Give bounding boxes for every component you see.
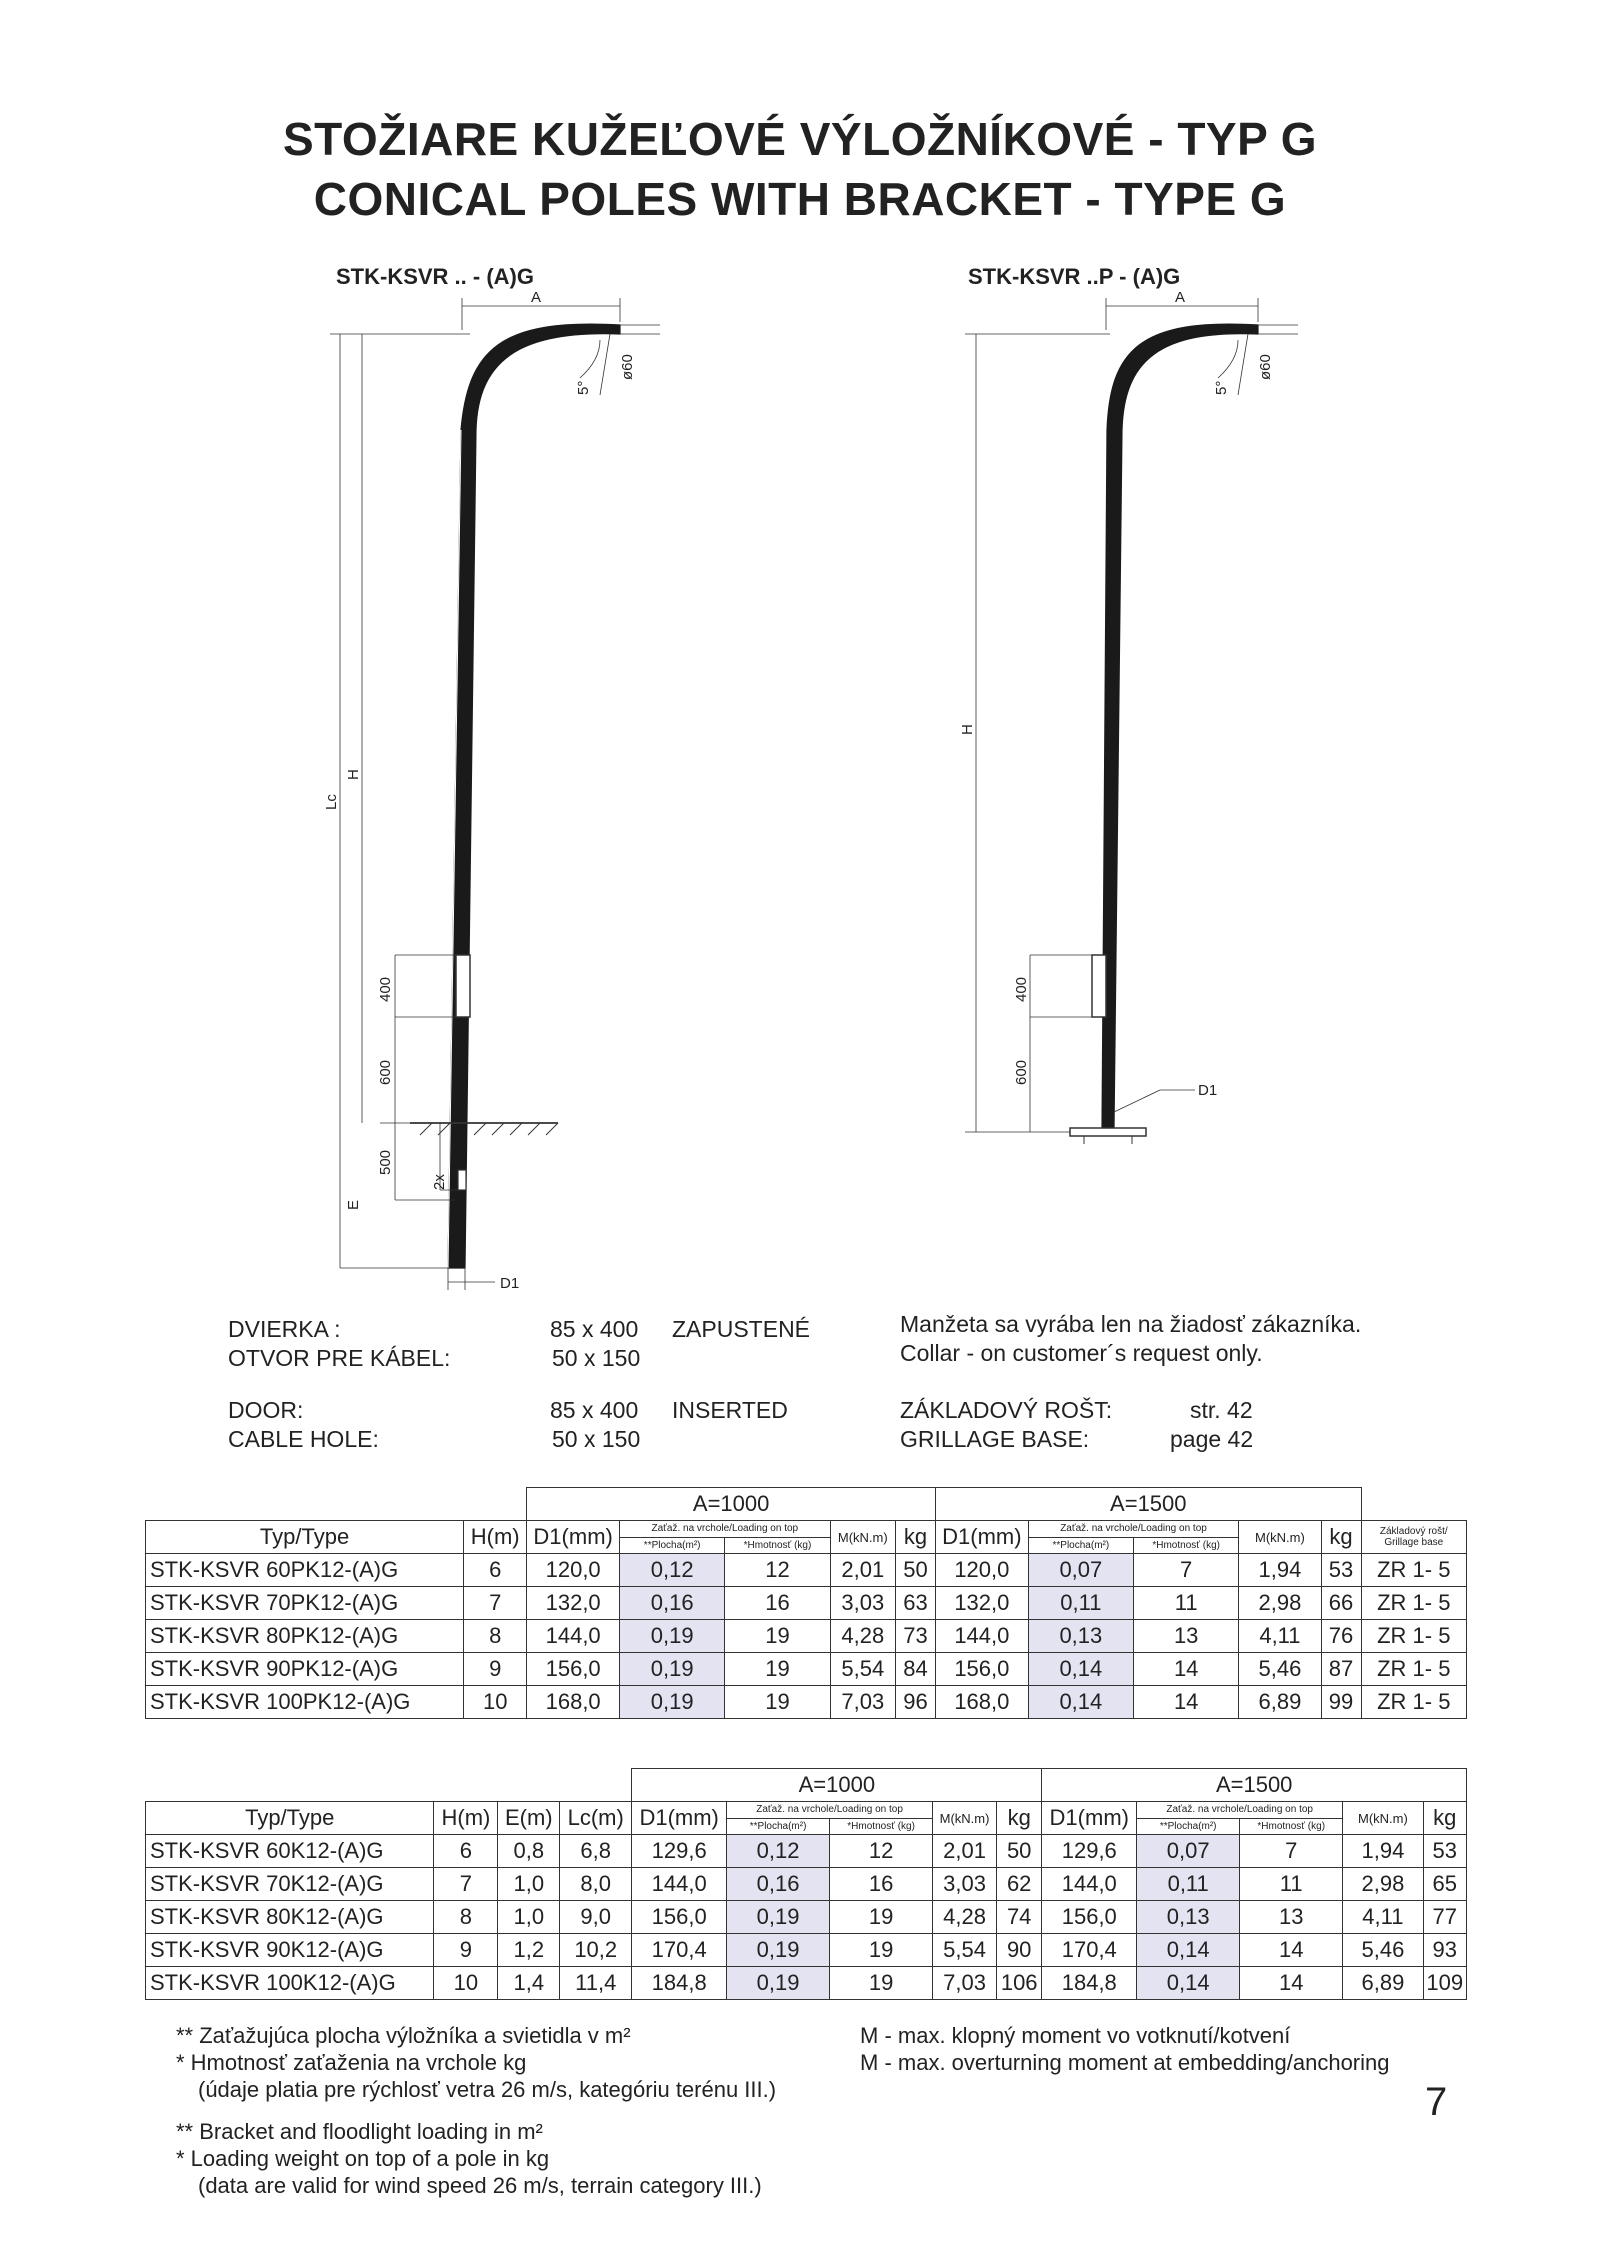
t1-h-m-a1: M(kN.m) xyxy=(830,1521,895,1554)
cable-en-label: CABLE HOLE: xyxy=(228,1426,379,1452)
table-cell: 0,16 xyxy=(619,1587,724,1620)
table-cell: 6,8 xyxy=(560,1835,632,1868)
footnote-sk-1: ** Zaťažujúca plocha výložníka a svietidla v m² xyxy=(176,2023,631,2048)
table-cell: 10,2 xyxy=(560,1934,632,1967)
table-cell: 1,94 xyxy=(1343,1835,1423,1868)
t1-h-m-a2: M(kN.m) xyxy=(1239,1521,1321,1554)
table-cell: 0,14 xyxy=(1028,1653,1133,1686)
table-cell: 106 xyxy=(997,1967,1042,2000)
table-cell: 93 xyxy=(1423,1934,1466,1967)
t2-group-a1500: A=1500 xyxy=(1042,1769,1467,1802)
table-row xyxy=(146,1653,1467,1686)
table-cell: 9,0 xyxy=(560,1901,632,1934)
door-sk-label: DVIERKA : xyxy=(228,1316,341,1342)
table-cell: 4,11 xyxy=(1343,1901,1423,1934)
table-cell: 66 xyxy=(1321,1587,1361,1620)
table-cell: 90 xyxy=(997,1934,1042,1967)
dim-a-right: A xyxy=(1174,289,1186,306)
table-cell: 16 xyxy=(830,1868,933,1901)
table-cell: 84 xyxy=(895,1653,935,1686)
drawing-left-label: STK-KSVR .. - (A)G xyxy=(336,264,534,289)
t1-h-d1-a2: D1(mm) xyxy=(936,1521,1029,1554)
table-cell: 6 xyxy=(434,1835,498,1868)
table-row xyxy=(146,1967,1467,2000)
t2-group-a1000: A=1000 xyxy=(632,1769,1042,1802)
table-cell: STK-KSVR 60PK12-(A)G xyxy=(146,1554,464,1587)
table-cell: 7 xyxy=(434,1868,498,1901)
footnote-en-2: * Loading weight on top of a pole in kg xyxy=(176,2146,550,2171)
dim-h-right: H xyxy=(959,724,976,735)
table-cell: STK-KSVR 70PK12-(A)G xyxy=(146,1587,464,1620)
table-cell: 63 xyxy=(895,1587,935,1620)
table-cell: 144,0 xyxy=(527,1620,620,1653)
table-cell: 0,07 xyxy=(1137,1835,1240,1868)
table-cell: 50 xyxy=(997,1835,1042,1868)
dim-400-right: 400 xyxy=(1013,976,1030,1002)
table-cell: 5,46 xyxy=(1239,1653,1321,1686)
dim-angle-right: 5° xyxy=(1213,380,1230,395)
table-row xyxy=(146,1901,1467,1934)
table-row xyxy=(146,1835,1467,1868)
footnote-sk-3: (údaje platia pre rýchlosť vetra 26 m/s, kategóriu terénu III.) xyxy=(198,2077,777,2102)
table-cell: 14 xyxy=(1134,1653,1239,1686)
table-cell: 2,01 xyxy=(933,1835,997,1868)
table-row xyxy=(146,1587,1467,1620)
table-cell: 2,01 xyxy=(830,1554,895,1587)
grillage-sk-label: ZÁKLADOVÝ ROŠT: xyxy=(900,1397,1113,1423)
door-sk-type: ZAPUSTENÉ xyxy=(672,1316,811,1342)
t2-h-h: H(m) xyxy=(434,1802,498,1835)
door-en-type: INSERTED xyxy=(672,1397,788,1423)
table-cell: 0,19 xyxy=(727,1901,830,1934)
dim-d60-right: ø60 xyxy=(1257,354,1274,380)
table-cell: 9 xyxy=(464,1653,527,1686)
table-cell: STK-KSVR 100K12-(A)G xyxy=(146,1967,434,2000)
table-row xyxy=(146,1620,1467,1653)
table-cell: 6 xyxy=(464,1554,527,1587)
table-cell: 1,0 xyxy=(498,1901,560,1934)
t1-h-d1-a1: D1(mm) xyxy=(527,1521,620,1554)
table-cell: 3,03 xyxy=(933,1868,997,1901)
title-en: CONICAL POLES WITH BRACKET - TYPE G xyxy=(313,173,1287,225)
table-cell: 2,98 xyxy=(1239,1587,1321,1620)
dim-d1-left: D1 xyxy=(500,1275,520,1292)
table-cell: 14 xyxy=(1134,1686,1239,1719)
table-cell: 144,0 xyxy=(936,1620,1029,1653)
table-cell: STK-KSVR 80K12-(A)G xyxy=(146,1901,434,1934)
table-cell: STK-KSVR 80PK12-(A)G xyxy=(146,1620,464,1653)
table-cell: 8 xyxy=(464,1620,527,1653)
table-cell: 1,0 xyxy=(498,1868,560,1901)
table-cell: 1,4 xyxy=(498,1967,560,2000)
table-cell: 10 xyxy=(434,1967,498,2000)
t1-h-weight-a1: *Hmotnosť (kg) xyxy=(725,1537,830,1554)
table-cell: STK-KSVR 100PK12-(A)G xyxy=(146,1686,464,1719)
table-cell: 7,03 xyxy=(830,1686,895,1719)
table-cell: 120,0 xyxy=(527,1554,620,1587)
t1-h-type: Typ/Type xyxy=(146,1521,464,1554)
table-cell: 62 xyxy=(997,1868,1042,1901)
table-cell: 184,8 xyxy=(1042,1967,1137,2000)
t2-h-load-a1: Zaťaž. na vrchole/Loading on top xyxy=(727,1802,933,1819)
table-cell: 8 xyxy=(434,1901,498,1934)
table-cell: 19 xyxy=(830,1967,933,2000)
table-cell: 144,0 xyxy=(632,1868,727,1901)
table-cell: 0,14 xyxy=(1137,1967,1240,2000)
table-cell: 0,14 xyxy=(1028,1686,1133,1719)
table-cell: 5,46 xyxy=(1343,1934,1423,1967)
table-cell: 50 xyxy=(895,1554,935,1587)
t2-h-d1-a1: D1(mm) xyxy=(632,1802,727,1835)
table-cell: 132,0 xyxy=(936,1587,1029,1620)
collar-sk: Manžeta sa vyrába len na žiadosť zákazníka. xyxy=(900,1311,1362,1337)
table-cell: 19 xyxy=(830,1901,933,1934)
t2-h-d1-a2: D1(mm) xyxy=(1042,1802,1137,1835)
dim-e-left: E xyxy=(345,1199,362,1210)
table-cell: ZR 1- 5 xyxy=(1361,1620,1466,1653)
title-sk: STOŽIARE KUŽEĽOVÉ VÝLOŽNÍKOVÉ - TYP G xyxy=(282,113,1318,165)
table-cell: 156,0 xyxy=(936,1653,1029,1686)
door-en-size: 85 x 400 xyxy=(550,1397,639,1423)
table-cell: 19 xyxy=(725,1653,830,1686)
table-row xyxy=(146,1686,1467,1719)
table-cell: 77 xyxy=(1423,1901,1466,1934)
table-cell: 16 xyxy=(725,1587,830,1620)
t1-h-load-a1: Zaťaž. na vrchole/Loading on top xyxy=(619,1521,830,1538)
table-cell: 19 xyxy=(725,1620,830,1653)
t1-h-kg-a2: kg xyxy=(1321,1521,1361,1554)
table-cell: 12 xyxy=(725,1554,830,1587)
table-cell: 74 xyxy=(997,1901,1042,1934)
page-number: 7 xyxy=(1425,2080,1448,2124)
dim-400-left: 400 xyxy=(377,976,394,1002)
table-cell: 156,0 xyxy=(1042,1901,1137,1934)
table-cell: 1,94 xyxy=(1239,1554,1321,1587)
door-en-label: DOOR: xyxy=(228,1397,304,1423)
table-cell: 168,0 xyxy=(936,1686,1029,1719)
table-cell: 0,11 xyxy=(1028,1587,1133,1620)
dim-angle-left: 5° xyxy=(575,380,592,395)
t2-h-weight-a1: *Hmotnosť (kg) xyxy=(830,1818,933,1835)
table-cell: 0,19 xyxy=(727,1934,830,1967)
t2-h-kg-a2: kg xyxy=(1423,1802,1466,1835)
dim-d60-left: ø60 xyxy=(619,354,636,380)
t2-h-m-a1: M(kN.m) xyxy=(933,1802,997,1835)
table-cell: 5,54 xyxy=(830,1653,895,1686)
dim-600-right: 600 xyxy=(1013,1059,1030,1085)
table-cell: 129,6 xyxy=(1042,1835,1137,1868)
table-cell: 7,03 xyxy=(933,1967,997,2000)
dim-2x-left: 2x xyxy=(431,1174,448,1190)
table-row xyxy=(146,1554,1467,1587)
table-cell: 3,03 xyxy=(830,1587,895,1620)
table-cell: 5,54 xyxy=(933,1934,997,1967)
table-cell: 0,13 xyxy=(1028,1620,1133,1653)
t2-h-area-a2: **Plocha(m²) xyxy=(1137,1818,1240,1835)
drawing-right-label: STK-KSVR ..P - (A)G xyxy=(968,264,1181,289)
table-cell: ZR 1- 5 xyxy=(1361,1686,1466,1719)
table-cell: 96 xyxy=(895,1686,935,1719)
table-p-poles xyxy=(145,1487,1467,1719)
table-cell: 13 xyxy=(1134,1620,1239,1653)
footnote-m-en: M - max. overturning moment at embedding/anchoring xyxy=(860,2050,1390,2075)
table-cell: 4,11 xyxy=(1239,1620,1321,1653)
table-cell: 120,0 xyxy=(936,1554,1029,1587)
table-cell: 0,12 xyxy=(619,1554,724,1587)
table-cell: 109 xyxy=(1423,1967,1466,2000)
t2-h-e: E(m) xyxy=(498,1802,560,1835)
table-cell: 87 xyxy=(1321,1653,1361,1686)
footnote-m-sk: M - max. klopný moment vo votknutí/kotvení xyxy=(860,2023,1291,2048)
table-cell: 65 xyxy=(1423,1868,1466,1901)
dim-lc-left: Lc xyxy=(323,794,340,810)
table-cell: STK-KSVR 90K12-(A)G xyxy=(146,1934,434,1967)
t2-h-kg-a1: kg xyxy=(997,1802,1042,1835)
table-cell: 0,13 xyxy=(1137,1901,1240,1934)
table-row xyxy=(146,1868,1467,1901)
table-cell: 4,28 xyxy=(933,1901,997,1934)
t1-group-a1500: A=1500 xyxy=(936,1488,1362,1521)
t2-h-load-a2: Zaťaž. na vrchole/Loading on top xyxy=(1137,1802,1343,1819)
table-cell: 73 xyxy=(895,1620,935,1653)
table-cell: 0,14 xyxy=(1137,1934,1240,1967)
table-row xyxy=(146,1934,1467,1967)
table-k-poles xyxy=(145,1768,1467,2000)
table-cell: 9 xyxy=(434,1934,498,1967)
table-cell: 0,11 xyxy=(1137,1868,1240,1901)
t1-h-weight-a2: *Hmotnosť (kg) xyxy=(1134,1537,1239,1554)
table-cell: 0,12 xyxy=(727,1835,830,1868)
table-cell: 0,19 xyxy=(619,1653,724,1686)
table-cell: 6,89 xyxy=(1239,1686,1321,1719)
t2-h-area-a1: **Plocha(m²) xyxy=(727,1818,830,1835)
table-cell: 99 xyxy=(1321,1686,1361,1719)
grillage-en-page: page 42 xyxy=(1170,1426,1254,1452)
grillage-sk-page: str. 42 xyxy=(1190,1397,1253,1423)
table-cell: 7 xyxy=(464,1587,527,1620)
collar-en: Collar - on customer´s request only. xyxy=(900,1340,1263,1366)
table-cell: STK-KSVR 90PK12-(A)G xyxy=(146,1653,464,1686)
table-cell: 6,89 xyxy=(1343,1967,1423,2000)
table-cell: 0,19 xyxy=(619,1620,724,1653)
dim-600-left: 600 xyxy=(377,1059,394,1085)
table-cell: 0,16 xyxy=(727,1868,830,1901)
t1-h-area-a2: **Plocha(m²) xyxy=(1028,1537,1133,1554)
t2-h-m-a2: M(kN.m) xyxy=(1343,1802,1423,1835)
door-sk-size: 85 x 400 xyxy=(550,1316,639,1342)
table-cell: 11 xyxy=(1134,1587,1239,1620)
table-cell: 0,8 xyxy=(498,1835,560,1868)
footnote-sk-2: * Hmotnosť zaťaženia na vrchole kg xyxy=(176,2050,527,2075)
table-cell: 1,2 xyxy=(498,1934,560,1967)
grillage-en-label: GRILLAGE BASE: xyxy=(900,1426,1090,1452)
table-cell: STK-KSVR 60K12-(A)G xyxy=(146,1835,434,1868)
table-cell: 14 xyxy=(1240,1967,1343,2000)
table-cell: 144,0 xyxy=(1042,1868,1137,1901)
table-cell: 19 xyxy=(725,1686,830,1719)
table-cell: 7 xyxy=(1134,1554,1239,1587)
table-cell: 11,4 xyxy=(560,1967,632,2000)
table-cell: 7 xyxy=(1240,1835,1343,1868)
table-cell: 0,07 xyxy=(1028,1554,1133,1587)
table-cell: STK-KSVR 70K12-(A)G xyxy=(146,1868,434,1901)
table-cell: 156,0 xyxy=(632,1901,727,1934)
table-cell: 2,98 xyxy=(1343,1868,1423,1901)
cable-sk-label: OTVOR PRE KÁBEL: xyxy=(228,1345,451,1371)
cable-en-size: 50 x 150 xyxy=(552,1426,641,1452)
t2-h-weight-a2: *Hmotnosť (kg) xyxy=(1240,1818,1343,1835)
table-cell: ZR 1- 5 xyxy=(1361,1653,1466,1686)
cable-sk-size: 50 x 150 xyxy=(552,1345,641,1371)
table-cell: 19 xyxy=(830,1934,933,1967)
dim-d1-right: D1 xyxy=(1198,1082,1218,1099)
table-cell: 4,28 xyxy=(830,1620,895,1653)
table-cell: ZR 1- 5 xyxy=(1361,1587,1466,1620)
t1-h-area-a1: **Plocha(m²) xyxy=(619,1537,724,1554)
t1-h-base: Základový rošt/ Grillage base xyxy=(1361,1521,1466,1554)
table-cell: 132,0 xyxy=(527,1587,620,1620)
footnote-en-3: (data are valid for wind speed 26 m/s, terrain category III.) xyxy=(198,2173,762,2198)
table-cell: 53 xyxy=(1321,1554,1361,1587)
table-cell: 8,0 xyxy=(560,1868,632,1901)
table-cell: 76 xyxy=(1321,1620,1361,1653)
t1-h-load-a2: Zaťaž. na vrchole/Loading on top xyxy=(1028,1521,1239,1538)
dim-500-left: 500 xyxy=(377,1149,394,1175)
t1-h-kg-a1: kg xyxy=(895,1521,935,1554)
dim-a-left: A xyxy=(530,289,542,306)
t1-h-h: H(m) xyxy=(464,1521,527,1554)
table-cell: 0,19 xyxy=(619,1686,724,1719)
table-cell: 14 xyxy=(1240,1934,1343,1967)
table-cell: 170,4 xyxy=(1042,1934,1137,1967)
table-cell: 184,8 xyxy=(632,1967,727,2000)
dim-h-left: H xyxy=(345,769,362,780)
table-cell: ZR 1- 5 xyxy=(1361,1554,1466,1587)
table-cell: 11 xyxy=(1240,1868,1343,1901)
t2-h-lc: Lc(m) xyxy=(560,1802,632,1835)
table-cell: 13 xyxy=(1240,1901,1343,1934)
table-cell: 0,19 xyxy=(727,1967,830,2000)
table-cell: 10 xyxy=(464,1686,527,1719)
table-cell: 156,0 xyxy=(527,1653,620,1686)
table-cell: 12 xyxy=(830,1835,933,1868)
table-cell: 129,6 xyxy=(632,1835,727,1868)
table-cell: 53 xyxy=(1423,1835,1466,1868)
table-cell: 168,0 xyxy=(527,1686,620,1719)
t1-group-a1000: A=1000 xyxy=(527,1488,936,1521)
table-cell: 170,4 xyxy=(632,1934,727,1967)
footnote-en-1: ** Bracket and floodlight loading in m² xyxy=(176,2119,543,2144)
t2-h-type: Typ/Type xyxy=(146,1802,434,1835)
